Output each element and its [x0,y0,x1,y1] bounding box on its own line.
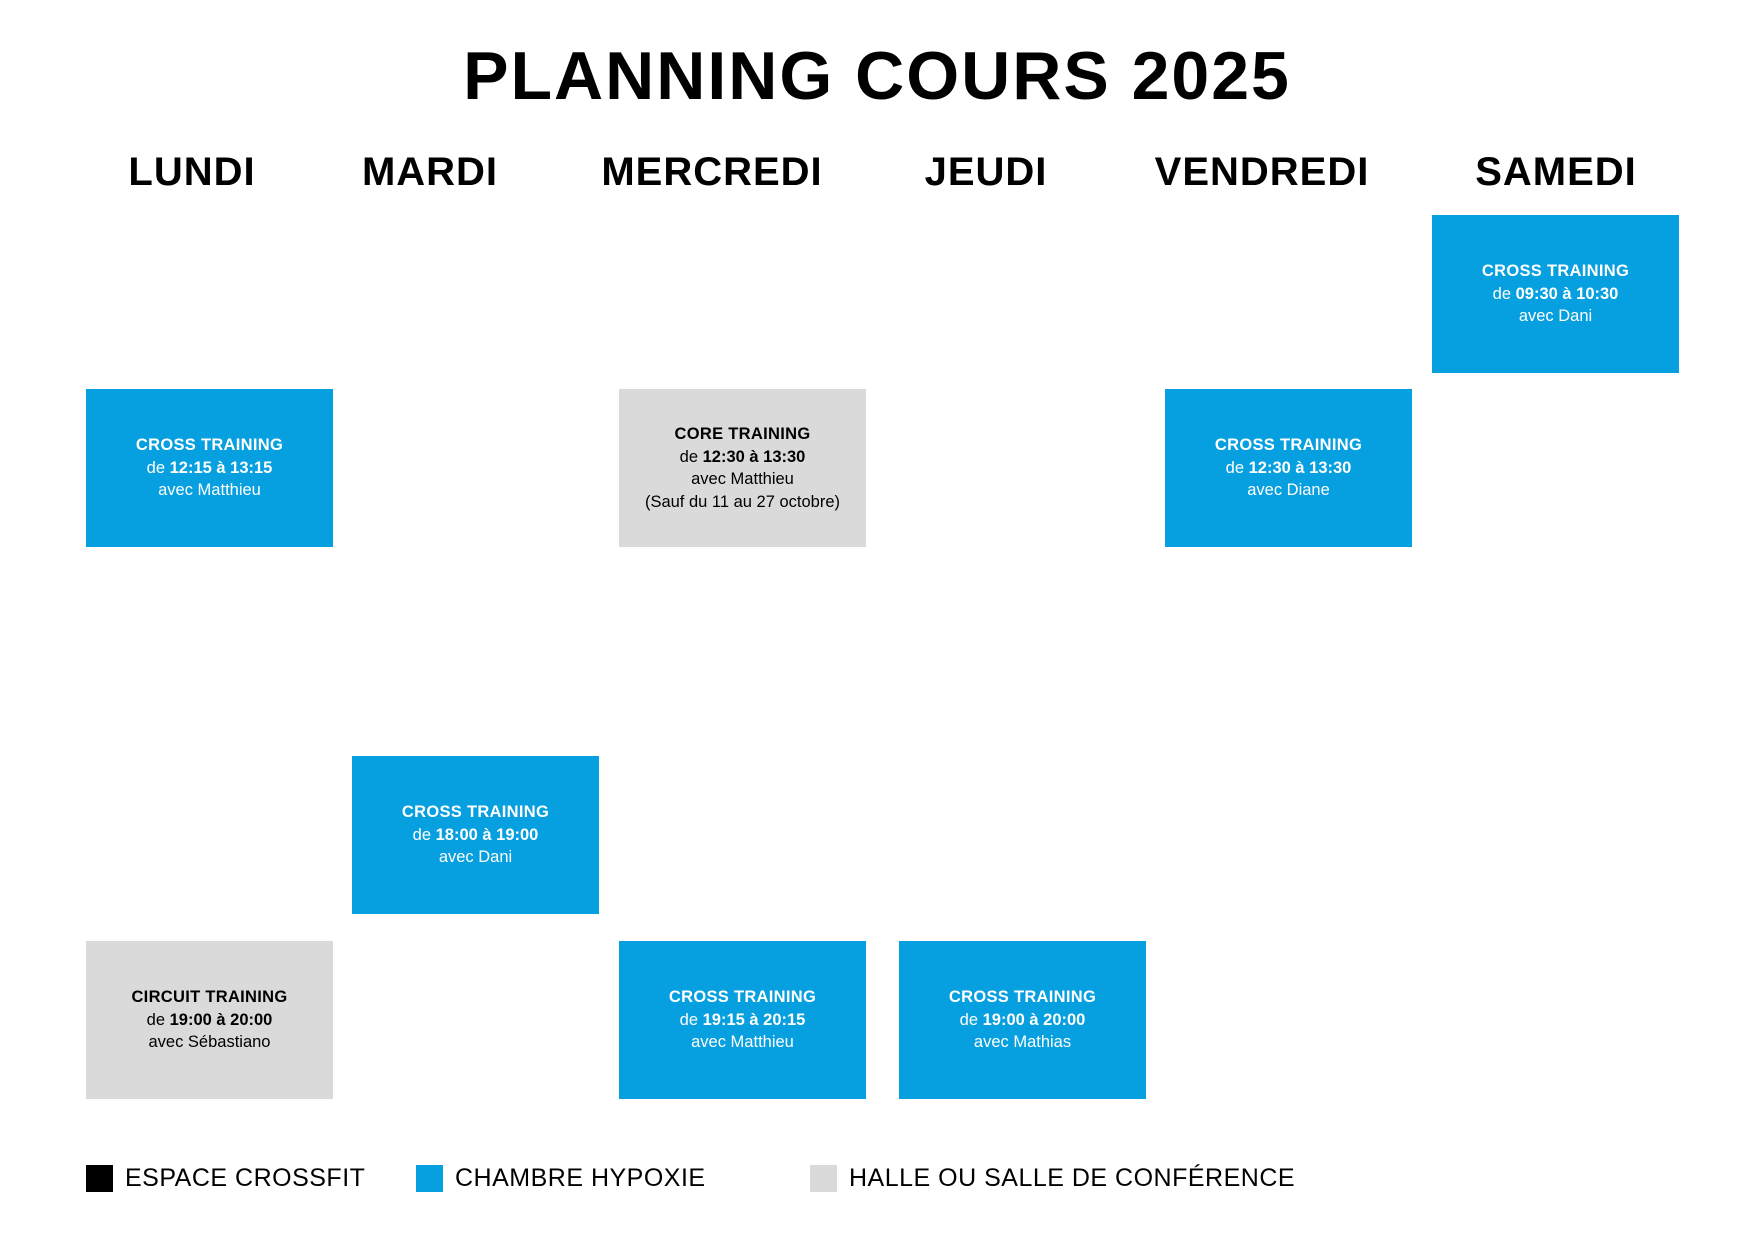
day-header-vendredi: VENDREDI [1154,150,1370,194]
course-time: 18:00 à 19:00 [435,825,539,844]
legend-item-halle-salle-conference [810,1165,1295,1192]
day-header-lundi: LUNDI [128,150,256,194]
course-time-line: de 19:00 à 20:00 [146,1010,273,1029]
course-time-line: de 12:15 à 13:15 [146,458,273,477]
course-time-line: de 09:30 à 10:30 [1492,284,1619,303]
course-name: CROSS TRAINING [668,988,817,1007]
course-time-line: de 19:15 à 20:15 [679,1010,806,1029]
course-instructor: avec Diane [1247,481,1330,500]
course-card-lundi-cross-training [86,389,333,547]
day-header-mercredi: MERCREDI [601,150,823,194]
day-header-mardi: MARDI [361,150,499,194]
course-time: 19:00 à 20:00 [169,1010,273,1029]
legend-item-chambre-hypoxie [416,1165,706,1192]
legend-item-espace-crossfit [86,1165,365,1192]
course-card-lundi-circuit-training [86,941,333,1099]
course-time: 12:30 à 13:30 [1248,458,1352,477]
course-instructor: avec Dani [438,848,513,867]
course-card-jeudi-cross-training [899,941,1146,1099]
course-time: 12:30 à 13:30 [702,447,806,466]
course-time: 19:00 à 20:00 [982,1010,1086,1029]
course-time: 09:30 à 10:30 [1515,284,1619,303]
course-instructor: avec Matthieu [691,1033,794,1052]
course-instructor: avec Dani [1518,307,1593,326]
course-name: CROSS TRAINING [401,803,550,822]
course-time: 19:15 à 20:15 [702,1010,806,1029]
course-instructor: avec Sébastiano [148,1033,271,1052]
legend-label: HALLE OU SALLE DE CONFÉRENCE [849,1164,1296,1192]
course-card-mardi-cross-training [352,756,599,914]
legend-swatch-grey [810,1165,837,1192]
course-name: CROSS TRAINING [1214,436,1363,455]
course-card-samedi-cross-training [1432,215,1679,373]
legend-swatch-blue [416,1165,443,1192]
course-instructor: avec Mathias [973,1033,1072,1052]
course-card-mercredi-core-training [619,389,866,547]
course-note: (Sauf du 11 au 27 octobre) [644,492,841,511]
course-card-vendredi-cross-training [1165,389,1412,547]
course-card-mercredi-cross-training [619,941,866,1099]
course-name: CORE TRAINING [674,425,811,443]
course-name: CIRCUIT TRAINING [131,988,288,1007]
day-header-jeudi: JEUDI [924,150,1048,194]
course-instructor: avec Matthieu [691,470,794,488]
course-time-line: de 19:00 à 20:00 [959,1010,1086,1029]
course-time: 12:15 à 13:15 [169,458,273,477]
legend-label: ESPACE CROSSFIT [125,1164,366,1192]
course-time-line: de 12:30 à 13:30 [679,447,806,466]
course-name: CROSS TRAINING [948,988,1097,1007]
course-time-line: de 12:30 à 13:30 [1225,458,1352,477]
legend-swatch-black [86,1165,113,1192]
course-time-line: de 18:00 à 19:00 [412,825,539,844]
day-header-samedi: SAMEDI [1475,150,1637,194]
course-name: CROSS TRAINING [135,436,284,455]
legend-label: CHAMBRE HYPOXIE [455,1164,706,1192]
course-instructor: avec Matthieu [158,481,261,500]
page-title: PLANNING COURS 2025 [463,38,1291,114]
course-name: CROSS TRAINING [1481,262,1630,281]
